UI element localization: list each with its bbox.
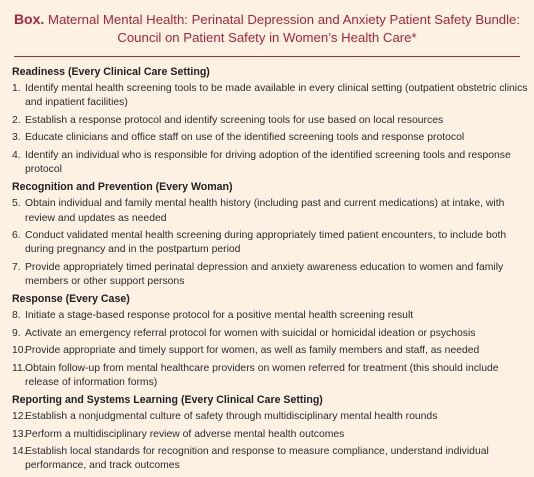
list-item bbox=[12, 114, 528, 128]
list-item bbox=[12, 428, 528, 442]
list-item bbox=[12, 344, 528, 358]
item-number: 6. bbox=[12, 229, 21, 241]
item-text: Provide appropriate and timely support for women, as well as family members and staff, as needed bbox=[25, 345, 480, 357]
item-number: 13. bbox=[12, 428, 27, 440]
list-item bbox=[12, 445, 528, 473]
item-number: 11. bbox=[12, 362, 26, 374]
item-number: 10. bbox=[12, 345, 27, 357]
list-item bbox=[12, 261, 528, 289]
box-title bbox=[0, 10, 534, 47]
list-item bbox=[12, 149, 528, 177]
item-text: Perform a multidisciplinary review of adverse mental health outcomes bbox=[25, 428, 345, 440]
list-item bbox=[12, 410, 528, 424]
section-heading-readiness: Readiness (Every Clinical Care Setting) bbox=[12, 66, 210, 78]
section-heading-response: Response (Every Case) bbox=[12, 293, 130, 306]
list-item bbox=[12, 309, 528, 323]
list-item bbox=[12, 82, 528, 110]
item-number: 14. bbox=[12, 446, 27, 458]
section-heading-reporting: Reporting and Systems Learning (Every Clinical Care Setting) bbox=[12, 394, 323, 407]
item-number: 1. bbox=[12, 83, 21, 95]
item-text: Identify mental health screening tools to be made available in every clinical setting (outpatient obstetric clinics and inpatient facilities) bbox=[25, 83, 528, 109]
item-text: Educate clinicians and office staff on use of the identified screening tools and response protocol bbox=[25, 132, 465, 144]
item-text: Establish a nonjudgmental culture of safety through multidisciplinary mental health rounds bbox=[25, 411, 438, 423]
title-text-2: Council on Patient Safety in Women’s Health Care* bbox=[117, 30, 417, 45]
title-line-1 bbox=[0, 10, 534, 29]
bundle-content bbox=[12, 62, 528, 477]
item-number: 2. bbox=[12, 114, 21, 126]
item-number: 8. bbox=[12, 310, 21, 322]
title-text-1: Maternal Mental Health: Perinatal Depression and Anxiety Patient Safety Bundle: bbox=[47, 12, 521, 27]
item-number: 9. bbox=[12, 327, 21, 339]
list-item bbox=[12, 229, 528, 257]
item-text: Initiate a stage-based response protocol for a positive mental health screening result bbox=[25, 310, 414, 322]
list-item bbox=[12, 131, 528, 145]
list-item bbox=[12, 362, 528, 390]
item-text: Conduct validated mental health screening during appropriately timed patient encounters, to include both during pregnancy and in the postpartum period bbox=[25, 229, 507, 256]
box-label: Box. bbox=[13, 11, 45, 27]
item-text: Establish a response protocol and identify screening tools for use based on local resources bbox=[25, 114, 444, 126]
item-text: Obtain individual and family mental health history (including past and current medications) at intake, with review and updates as needed bbox=[25, 198, 505, 224]
item-text: Obtain follow-up from mental healthcare providers on women referred for treatment (this should include release of information forms) bbox=[25, 362, 499, 388]
section-heading-recognition: Recognition and Prevention (Every Woman) bbox=[12, 181, 233, 194]
item-number: 7. bbox=[12, 261, 21, 273]
list-item bbox=[12, 327, 528, 341]
item-number: 3. bbox=[12, 132, 21, 144]
list-item bbox=[12, 197, 528, 225]
item-text: Provide appropriately timed perinatal depression and anxiety awareness education to women and family members or other support persons bbox=[25, 261, 504, 287]
item-text: Establish local standards for recognition and response to measure compliance, understand individual performance, and track outcomes bbox=[25, 446, 489, 472]
item-number: 5. bbox=[12, 198, 21, 210]
title-divider bbox=[14, 56, 520, 57]
item-text: Identify an individual who is responsible for driving adoption of the identified screening tools and response protocol bbox=[25, 149, 511, 175]
item-text: Activate an emergency referral protocol for women with suicidal or homicidal ideation or psychosis bbox=[25, 327, 476, 339]
item-number: 4. bbox=[12, 149, 21, 161]
item-number: 12. bbox=[12, 411, 27, 423]
